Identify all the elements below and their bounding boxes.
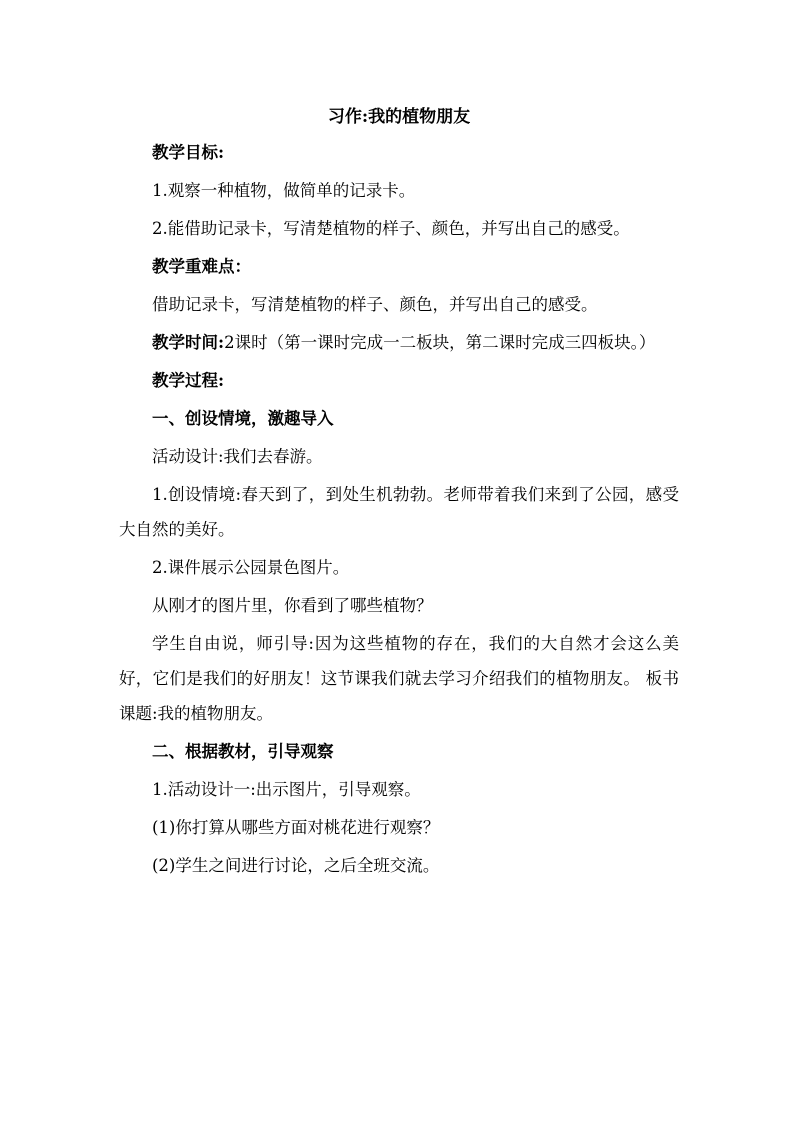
section-heading-process: 教学过程: (152, 371, 225, 390)
teaching-time-text: 2课时（第一课时完成一二板块，第二课时完成三四板块。） (224, 333, 656, 352)
section-heading-part-one: 一、创设情境，激趣导入 (152, 409, 334, 428)
objective-item: 1.观察一种植物，做简单的记录卡。 (152, 181, 416, 200)
body-paragraph: (2)学生之间进行讨论，之后全班交流。 (152, 856, 440, 875)
document-title: 习作:我的植物朋友 (327, 107, 471, 127)
section-heading-part-two: 二、根据教材，引导观察 (152, 742, 334, 761)
body-paragraph: (1)你打算从哪些方面对桃花进行观察？ (152, 818, 440, 837)
teaching-time-label: 教学时间: (152, 333, 225, 352)
section-heading-key-points: 教学重难点： (152, 257, 251, 276)
section-heading-objectives: 教学目标: (152, 143, 225, 162)
body-paragraph: 学生自由说，师引导:因为这些植物的存在，我们的大自然才会这么美好，它们是我们的好朋友！这节课我们就去学习介绍我们的植物朋友。 板书课题:我的植物朋友。 (119, 634, 679, 723)
body-paragraph: 2.课件展示公园景色图片。 (152, 558, 350, 577)
body-paragraph: 1.创设情境:春天到了，到处生机勃勃。老师带着我们来到了公园，感受大自然的美好。 (119, 485, 679, 539)
body-paragraph: 1.活动设计一:出示图片，引导观察。 (152, 780, 421, 799)
body-paragraph: 从刚才的图片里，你看到了哪些植物？ (152, 596, 433, 615)
document-body (119, 100, 679, 886)
key-points-text: 借助记录卡，写清楚植物的样子、颜色，并写出自己的感受。 (152, 295, 598, 314)
objective-item: 2.能借助记录卡，写清楚植物的样子、颜色，并写出自己的感受。 (152, 219, 630, 238)
body-paragraph: 活动设计:我们去春游。 (152, 447, 323, 466)
teaching-time (119, 325, 679, 360)
